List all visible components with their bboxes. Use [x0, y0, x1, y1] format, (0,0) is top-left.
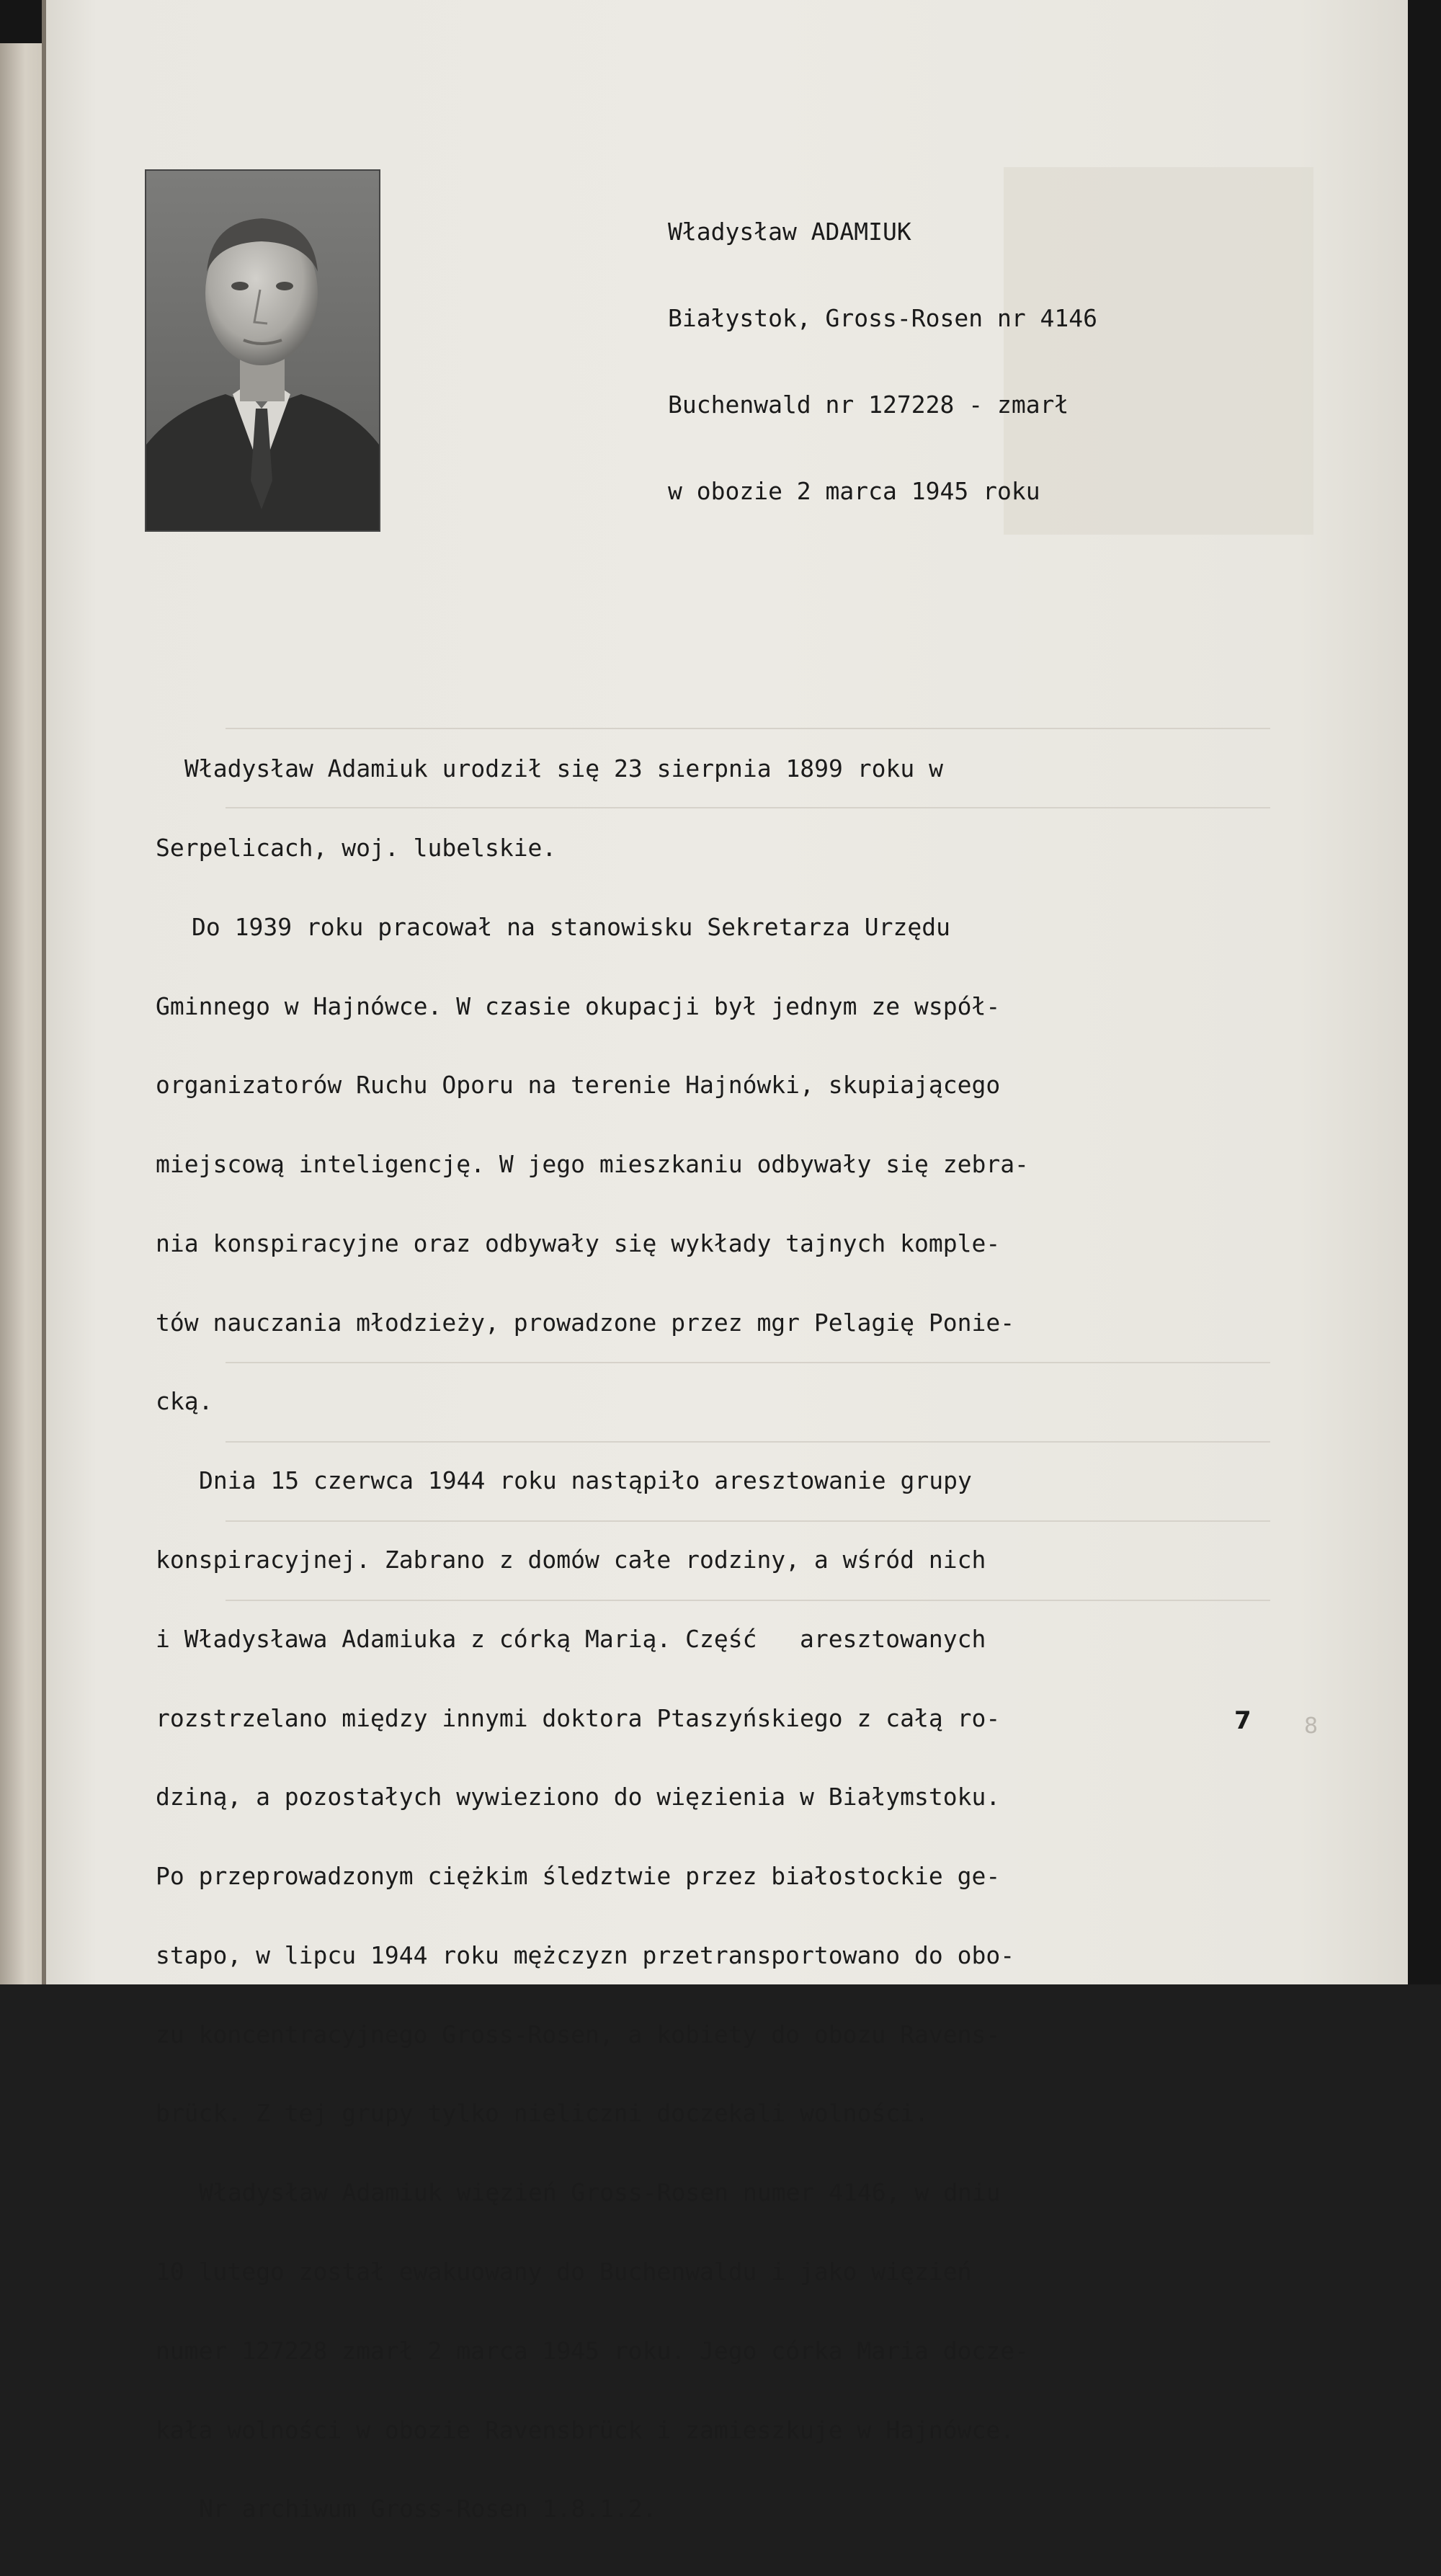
text-line: dziną, a pozostałych wywieziono do więzienia w Białymstoku.: [156, 1783, 1001, 1811]
text-line: Władysław Adamiuk urodził się 23 sierpnia 1899 roku w: [184, 754, 943, 783]
text-line: 10 lutego został ewakuowany do Buchenwaldu i jako więzień: [156, 2258, 972, 2286]
page-paper: [42, 0, 1408, 2523]
caption-name: Władysław ADAMIUK: [668, 218, 911, 246]
page-number: 7: [1234, 1706, 1252, 1735]
text-line: konspiracyjnej. Zabrano z domów całe rodziny, a wśród nich: [156, 1546, 986, 1574]
text-line: miejscową inteligencję. W jego mieszkaniu odbywały się zebra-: [156, 1150, 1029, 1179]
text-line: Dnia 15 czerwca 1944 roku nastąpiło aresztowanie grupy: [199, 1466, 972, 1495]
caption-line: Białystok, Gross-Rosen nr 4146: [668, 304, 1098, 332]
text-line: cką.: [156, 1387, 213, 1416]
text-line: organizatorów Ruchu Oporu na terenie Hajnówki, skupiającego: [156, 1071, 1001, 1100]
text-line: brück. Z tej grupy tylko nieliczni doczekali wolności.: [156, 2099, 929, 2128]
text-line: kała wolności w obozie Ravensbrück i zamieszkuje w Hajnówce.: [156, 2415, 1015, 2444]
caption-line: w obozie 2 marca 1945 roku: [668, 477, 1040, 505]
facing-page-edge: [0, 43, 42, 1984]
text-line: numer 127228 zmarł 2 marca 1945 roku. Jego córka Maria docze-: [156, 2336, 1029, 2365]
text-line: Do 1939 roku pracował na stanowisku Sekretarza Urzędu: [192, 912, 950, 941]
binding-gutter: [42, 0, 46, 1984]
show-through-page-number: 8: [1304, 1713, 1319, 1739]
text-line: Nr archiwum Gross-Rosen 1.8.1.2.: [199, 2495, 657, 2523]
caption-line: Buchenwald nr 127228 - zmarł: [668, 391, 1069, 419]
text-line: rozstrzelano między innymi doktora Ptaszyńskiego z całą ro-: [156, 1703, 1001, 1732]
photo-caption: [668, 160, 1097, 563]
text-line: Po przeprowadzonym ciężkim śledztwie przez białostockie ge-: [156, 1862, 1001, 1891]
portrait-illustration: [146, 171, 379, 530]
text-line: i Władysława Adamiuka z córką Marią. Część aresztowanych: [156, 1624, 986, 1653]
text-line: Serpelicach, woj. lubelskie.: [156, 833, 557, 862]
text-line: nia konspiracyjne oraz odbywały się wykłady tajnych komple-: [156, 1229, 1001, 1257]
text-line: Gminnego w Hajnówce. W czasie okupacji był jednym ze współ-: [156, 991, 1001, 1020]
text-line: Władysław Adamiuk więzień Gross-Rosen numer 4146, w dniu: [199, 2178, 1001, 2207]
text-line: tów nauczania młodzieży, prowadzone przez mgr Pelagię Ponie-: [156, 1308, 1015, 1337]
text-line: stapo, w lipcu 1944 roku mężczyzn przetransportowano do obo-: [156, 1940, 1015, 1969]
biography-text: [156, 703, 1029, 2575]
portrait-photo: [145, 169, 380, 532]
text-line: zu koncentracyjnego Gross-Rosen, a kobiety do obozu Ravens-: [156, 2020, 1001, 2049]
